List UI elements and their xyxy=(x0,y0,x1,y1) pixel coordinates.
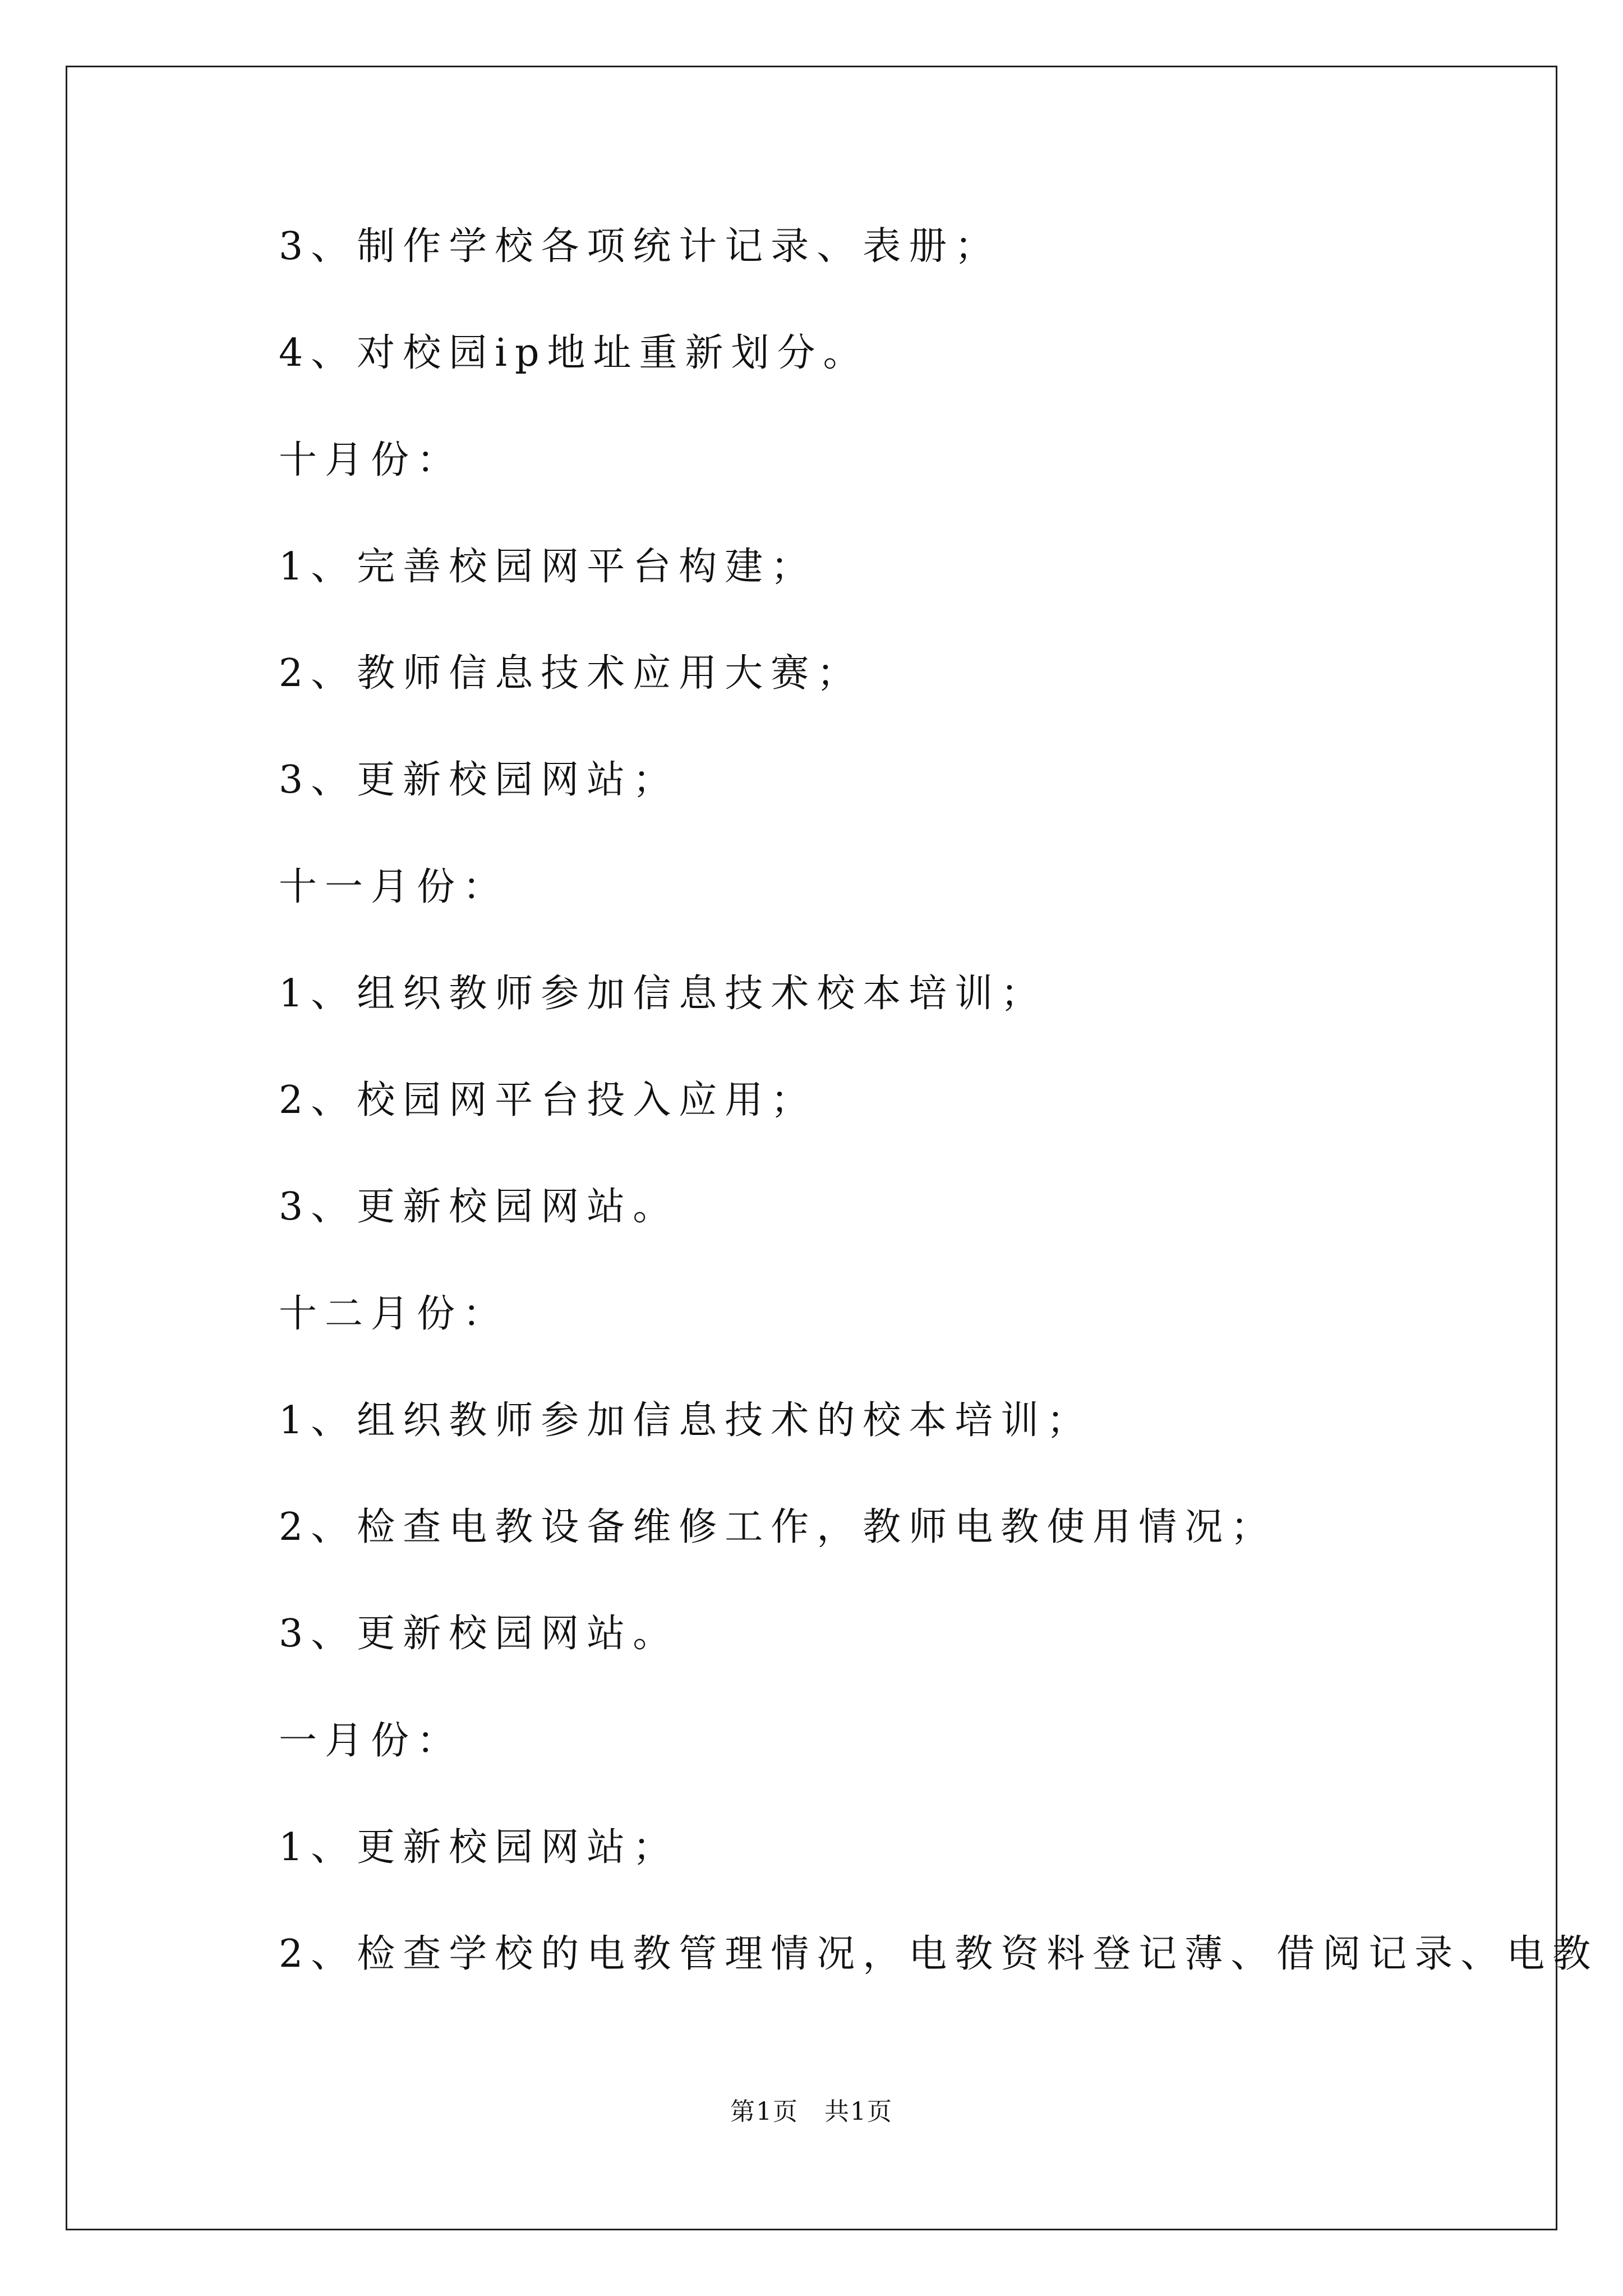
section-heading: 一月份： xyxy=(279,1719,463,1763)
text-line: 2、教师信息技术应用大赛； xyxy=(279,651,863,696)
text-line: 3、更新校园网站； xyxy=(279,758,679,802)
text-line: 1、组织教师参加信息技术的校本培训； xyxy=(279,1398,1093,1443)
section-heading: 十一月份： xyxy=(279,865,509,909)
text-line: 1、完善校园网平台构建； xyxy=(279,545,817,589)
text-line: 1、组织教师参加信息技术校本培训； xyxy=(279,972,1047,1016)
text-line: 2、检查电教设备维修工作，教师电教使用情况； xyxy=(279,1505,1277,1549)
text-line: 3、制作学校各项统计记录、表册； xyxy=(279,224,1001,269)
section-heading: 十月份： xyxy=(279,438,463,482)
section-heading: 十二月份： xyxy=(279,1292,509,1336)
text-line: 4、对校园ip地址重新划分。 xyxy=(279,331,869,375)
text-line: 2、校园网平台投入应用； xyxy=(279,1078,817,1122)
page-frame xyxy=(66,66,1557,2230)
text-line: 1、更新校园网站； xyxy=(279,1825,679,1870)
text-line: 3、更新校园网站。 xyxy=(279,1185,679,1229)
page-footer: 第1页 共1页 xyxy=(730,2097,893,2126)
text-line: 3、更新校园网站。 xyxy=(279,1612,679,1656)
text-line: 2、检查学校的电教管理情况，电教资料登记薄、借阅记录、电教 xyxy=(279,1932,1599,1976)
